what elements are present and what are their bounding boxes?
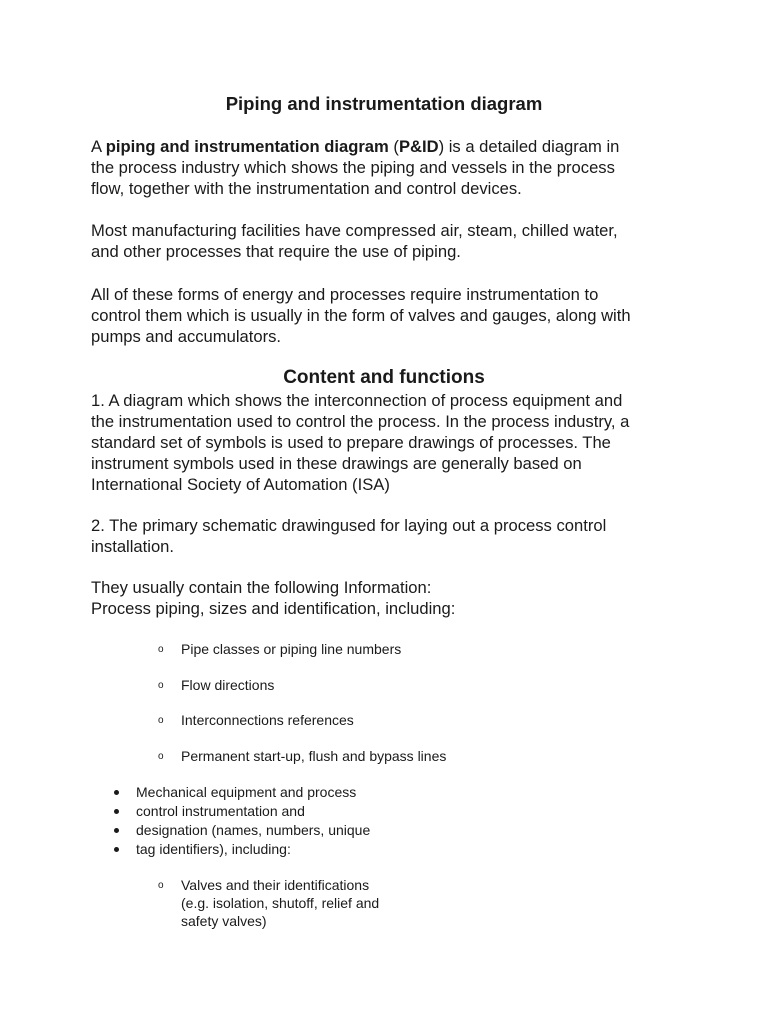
valve-line-2: (e.g. isolation, shutoff, relief and bbox=[181, 895, 380, 911]
intro-line-2: the process industry which shows the piping and vessels in the process bbox=[91, 158, 615, 177]
list-item bbox=[158, 876, 379, 930]
point-1-paragraph bbox=[91, 390, 691, 495]
list-item bbox=[158, 747, 446, 765]
list-item bbox=[114, 821, 370, 840]
circle-bullet-icon: o bbox=[158, 644, 164, 655]
intro-term: piping and instrumentation diagram bbox=[105, 137, 389, 156]
equipment-bullet-list bbox=[114, 783, 370, 859]
list-item-text: Permanent start-up, flush and bypass lines bbox=[181, 747, 447, 764]
page-title: Piping and instrumentation diagram bbox=[225, 93, 543, 114]
energy-paragraph bbox=[91, 284, 691, 347]
bullet-dot-icon bbox=[114, 847, 119, 852]
intro-line-3: flow, together with the instrumentation and control devices. bbox=[91, 179, 522, 198]
intro-line-1 bbox=[91, 136, 691, 157]
intro-paren: ( bbox=[388, 137, 399, 156]
piping-sub-list bbox=[158, 640, 446, 765]
circle-bullet-icon: o bbox=[158, 679, 164, 691]
point-1-line-3: standard set of symbols is used to prepare drawings of processes. The bbox=[91, 433, 611, 452]
point-1-line-2: the instrumentation used to control the process. In the process industry, a bbox=[91, 412, 630, 431]
list-item-text: Pipe classes or piping line numbers bbox=[181, 641, 402, 657]
facilities-line-1: Most manufacturing facilities have compressed air, steam, chilled water, bbox=[91, 221, 618, 240]
point-2-line-2: installation. bbox=[91, 537, 175, 556]
bullet-dot-icon bbox=[114, 828, 119, 833]
intro-paragraph bbox=[91, 136, 691, 199]
point-2-line-1: 2. The primary schematic drawingused for laying out a process control bbox=[91, 516, 607, 535]
point-1-line-5: International Society of Automation (ISA) bbox=[91, 475, 390, 494]
list-item bbox=[158, 640, 446, 658]
list-item-text: control instrumentation and bbox=[136, 803, 305, 819]
point-1-line-1: 1. A diagram which shows the interconnection of process equipment and bbox=[91, 391, 623, 410]
list-item bbox=[114, 802, 370, 821]
list-item bbox=[114, 783, 370, 802]
list-item bbox=[158, 676, 446, 694]
intro-prefix: A bbox=[91, 137, 106, 156]
energy-line-2: control them which is usually in the form of valves and gauges, along with bbox=[91, 306, 631, 325]
list-item-text: tag identifiers), including: bbox=[136, 841, 291, 857]
list-item bbox=[158, 711, 446, 729]
info-line-2: Process piping, sizes and identification, including: bbox=[91, 599, 456, 618]
energy-line-3: pumps and accumulators. bbox=[91, 327, 282, 346]
list-item bbox=[114, 840, 370, 859]
circle-bullet-icon: o bbox=[158, 715, 164, 726]
list-item-text: Flow directions bbox=[181, 676, 275, 693]
point-1-line-4: instrument symbols used in these drawings are generally based on bbox=[91, 454, 582, 473]
facilities-line-2: and other processes that require the use of piping. bbox=[91, 242, 461, 261]
bullet-dot-icon bbox=[114, 790, 119, 795]
list-item-text: Mechanical equipment and process bbox=[136, 784, 357, 800]
energy-line-1: All of these forms of energy and processes require instrumentation to bbox=[91, 285, 599, 304]
point-2-paragraph bbox=[91, 515, 691, 557]
list-item-text: designation (names, numbers, unique bbox=[136, 822, 371, 838]
valves-sub-list bbox=[158, 876, 379, 930]
valve-line-3: safety valves) bbox=[181, 913, 267, 929]
list-item-text: Interconnections references bbox=[181, 712, 354, 728]
info-paragraph bbox=[91, 577, 691, 619]
circle-bullet-icon: o bbox=[158, 750, 164, 762]
valve-line-1: Valves and their identifications bbox=[181, 877, 370, 893]
section-heading: Content and functions bbox=[283, 367, 485, 388]
circle-bullet-icon: o bbox=[158, 880, 164, 891]
facilities-paragraph bbox=[91, 220, 691, 262]
intro-rest: ) is a detailed diagram in bbox=[438, 137, 620, 156]
bullet-dot-icon bbox=[114, 809, 119, 814]
intro-abbr: P&ID bbox=[398, 137, 439, 156]
info-line-1: They usually contain the following Information: bbox=[91, 578, 432, 597]
